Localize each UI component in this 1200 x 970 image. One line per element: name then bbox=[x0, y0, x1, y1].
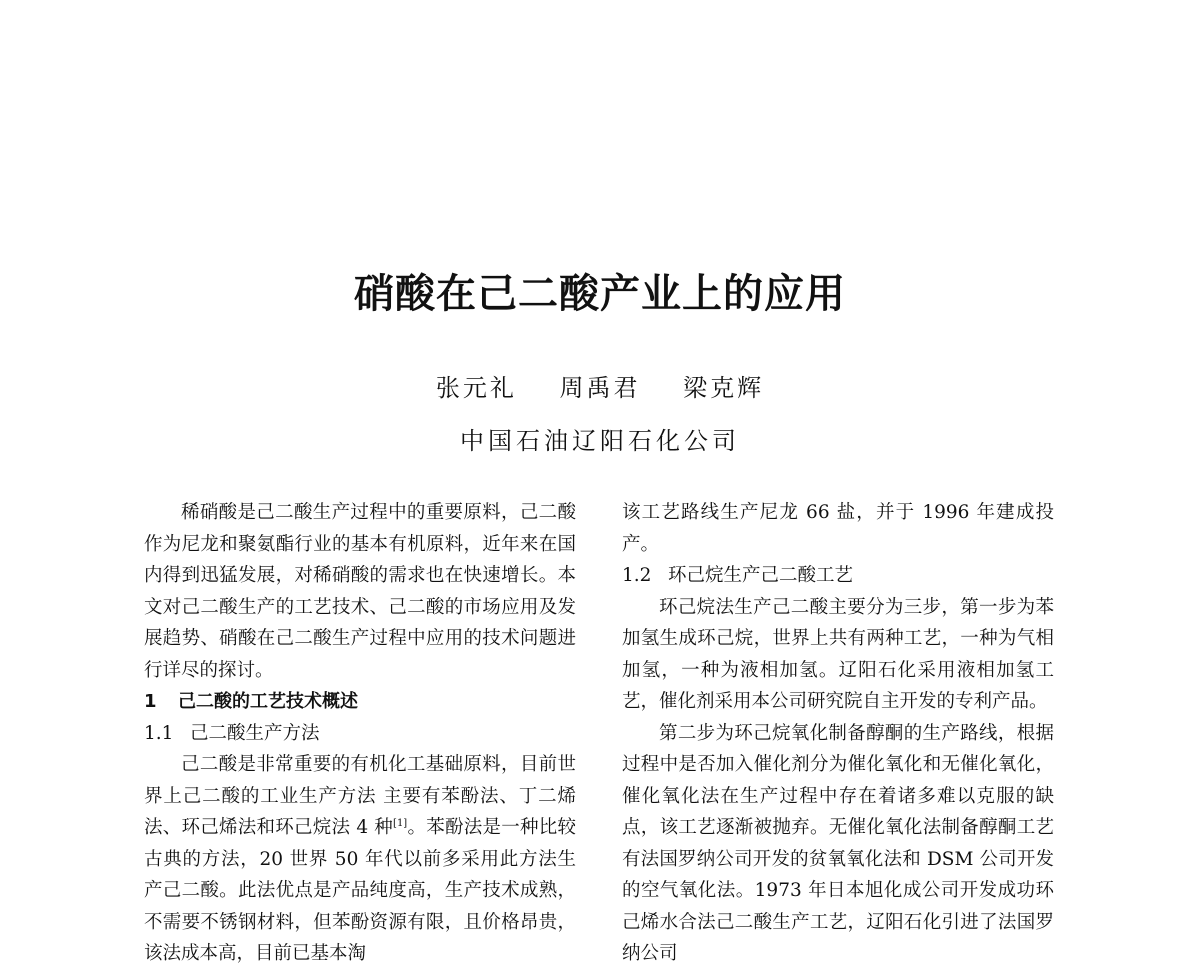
subsection-number: 1.2 bbox=[622, 565, 652, 586]
body-paragraph bbox=[144, 749, 576, 970]
section-number: 1 bbox=[144, 691, 157, 712]
body-paragraph: 环己烷法生产己二酸主要分为三步，第一步为苯加氢生成环己烷，世界上共有两种工艺，一种为气相加氢，一种为液相加氢。辽阳石化采用液相加氢工艺，催化剂采用本公司研究院自主开发的专利产品。 bbox=[622, 596, 1054, 712]
subsection-title: 己二酸生产方法 bbox=[190, 722, 320, 744]
paragraph-text: 。苯酚法是一种比较古典的方法，20 世界 50 年代以前多采用此方法生产己二酸。此法优点是产品纯度高，生产技术成熟，不需要不锈钢材料，但苯酚资源有限，且价格昂贵，该法成本高，目前已基本淘 bbox=[144, 817, 576, 964]
paragraph-text: 己二酸是非常重要的有机化工基础原料，目前世界上己二酸的工业生产方法 主要有苯酚法、丁二烯法、环己烯法和环己烷法 4 种 bbox=[144, 754, 576, 838]
author-list bbox=[0, 370, 1200, 406]
author-name: 梁克辉 bbox=[683, 374, 765, 402]
abstract-paragraph: 稀硝酸是己二酸生产过程中的重要原料，己二酸作为尼龙和聚氨酯行业的基本有机原料，近年来在国内得到迅猛发展，对稀硝酸的需求也在快速增长。本文对己二酸生产的工艺技术、己二酸的市场应用及发展趋势、硝酸在己二酸生产过程中应用的技术问题进行详尽的探讨。 bbox=[144, 502, 576, 681]
body-paragraph: 第二步为环己烷氧化制备醇酮的生产路线，根据过程中是否加入催化剂分为催化氧化和无催化氧化，催化氧化法在生产过程中存在着诸多难以克服的缺点，该工艺逐渐被抛弃。无催化氧化法制备醇酮工艺有法国罗纳公司开发的贫氧氧化法和 DSM 公司开发的空气氧化法。1973 年日本旭化成公司开发成功环己烯水合法己二酸生产工艺，辽阳石化引进了法国罗纳公司 bbox=[622, 722, 1054, 964]
section-title: 己二酸的工艺技术概述 bbox=[178, 691, 358, 712]
author-affiliation: 中国石油辽阳石化公司 bbox=[460, 427, 740, 455]
author-name: 张元礼 bbox=[435, 374, 517, 402]
body-paragraph: 该工艺路线生产尼龙 66 盐，并于 1996 年建成投产。 bbox=[622, 502, 1054, 555]
right-column bbox=[622, 497, 1054, 970]
subsection-heading-1-1 bbox=[144, 718, 576, 750]
subsection-heading-1-2 bbox=[622, 560, 1054, 592]
section-heading-1 bbox=[144, 686, 576, 718]
citation-ref: [1] bbox=[393, 817, 408, 829]
paper-title: 硝酸在己二酸产业上的应用 bbox=[354, 271, 846, 317]
left-column bbox=[144, 497, 576, 970]
subsection-title: 环己烷生产己二酸工艺 bbox=[668, 565, 854, 586]
author-name: 周禹君 bbox=[559, 374, 641, 402]
subsection-number: 1.1 bbox=[144, 722, 174, 744]
